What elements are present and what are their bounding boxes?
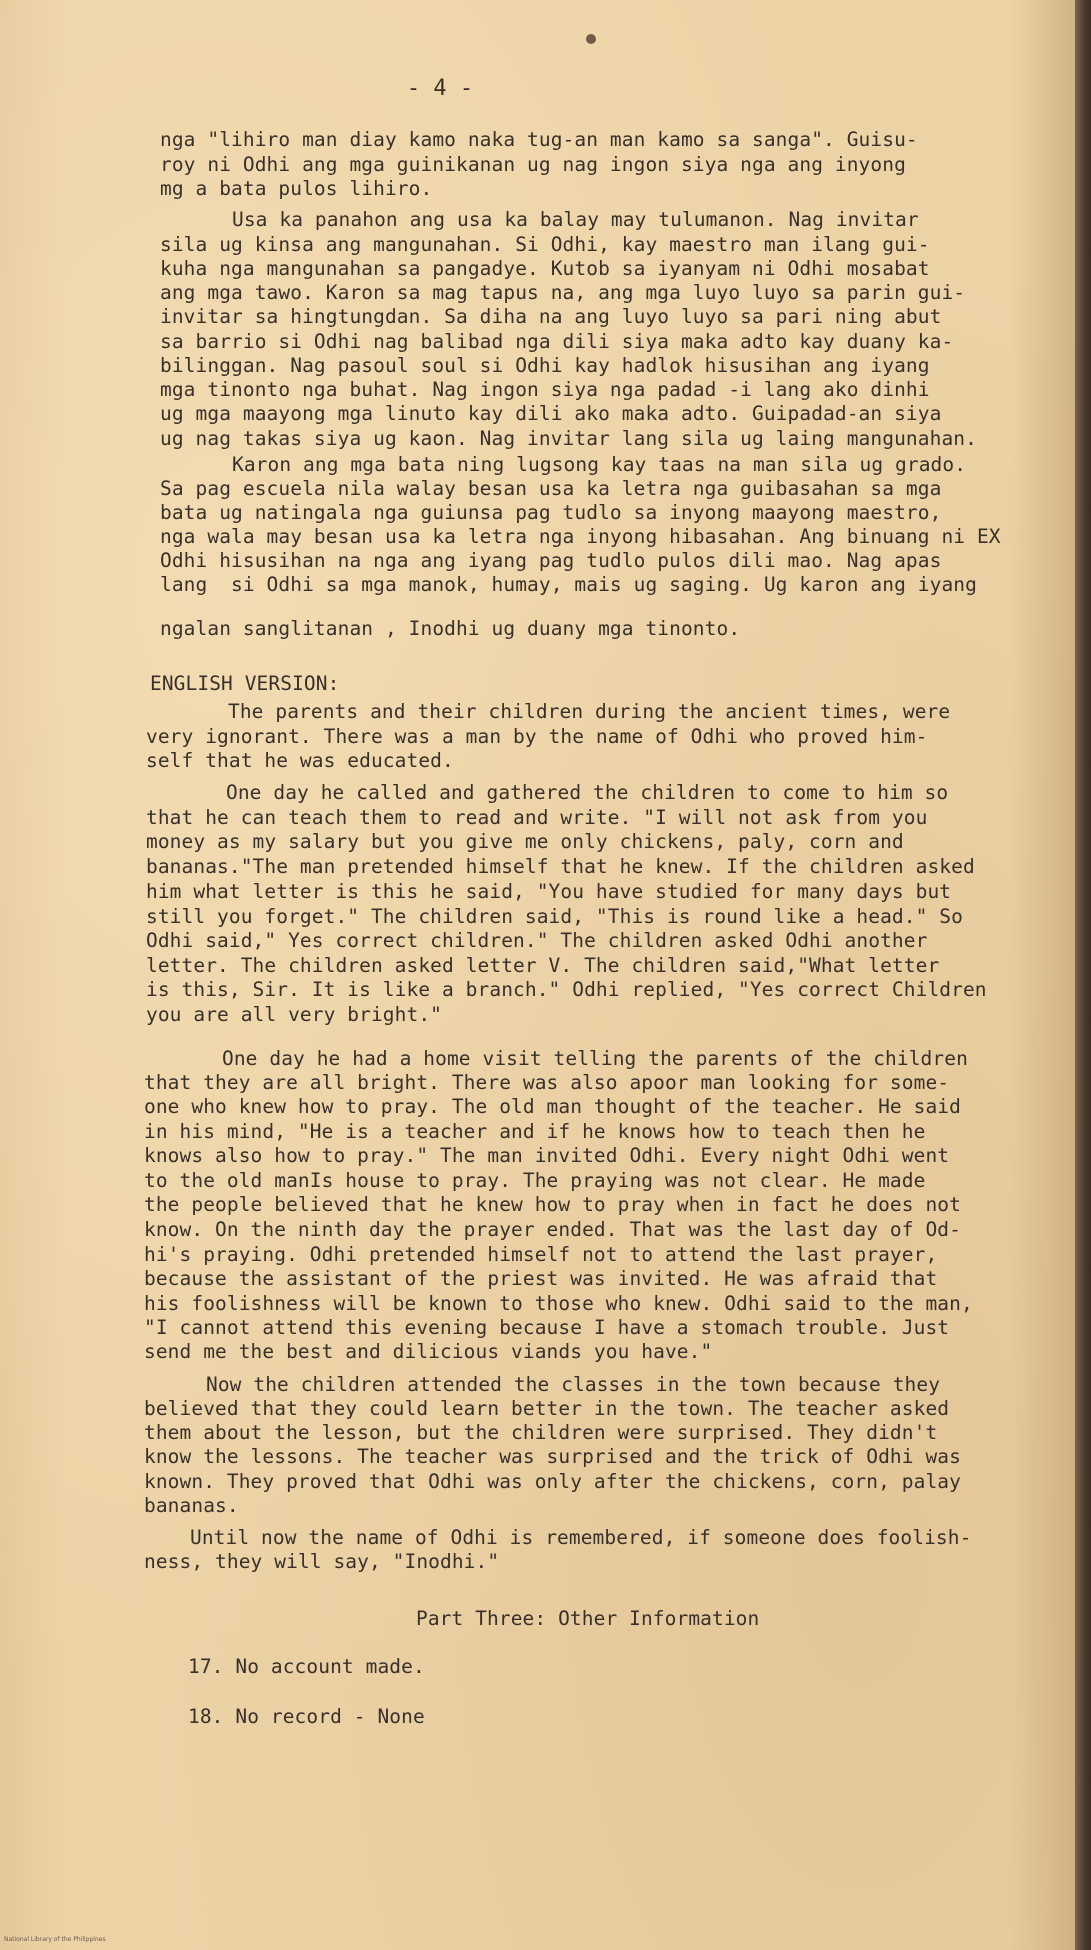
english-line: very ignorant. There was a man by the name of Odhi who proved him- bbox=[146, 725, 928, 748]
english-line: his foolishness will be known to those who knew. Odhi said to the man, bbox=[144, 1292, 973, 1315]
english-line: know the lessons. The teacher was surprised and the trick of Odhi was bbox=[144, 1445, 961, 1468]
english-line: knows also how to pray." The man invited Odhi. Every night Odhi went bbox=[144, 1144, 950, 1167]
english-line: Until now the name of Odhi is remembered, if someone does foolish- bbox=[190, 1526, 972, 1549]
english-line: one who knew how to pray. The old man thought of the teacher. He said bbox=[144, 1095, 961, 1118]
visayan-line: mga tinonto nga buhat. Nag ingon siya nga padad -i lang ako dinhi bbox=[160, 378, 930, 401]
visayan-line: bilinggan. Nag pasoul soul si Odhi kay hadlok hisusihan ang iyang bbox=[160, 354, 930, 377]
visayan-line: sa barrio si Odhi nag balibad nga dili siya maka adto kay duany ka- bbox=[160, 330, 954, 353]
book-spine bbox=[1075, 0, 1091, 1950]
visayan-line: Usa ka panahon ang usa ka balay may tulumanon. Nag invitar bbox=[232, 208, 919, 231]
english-line: the people believed that he knew how to pray when in fact he does not bbox=[144, 1193, 961, 1216]
visayan-line: kuha nga mangunahan sa pangadye. Kutob sa iyanyam ni Odhi mosabat bbox=[160, 257, 930, 280]
english-line: Odhi said," Yes correct children." The children asked Odhi another bbox=[146, 929, 928, 952]
visayan-line: ug nag takas siya ug kaon. Nag invitar lang sila ug laing mangunahan. bbox=[160, 427, 977, 450]
visayan-line: Odhi hisusihan na nga ang iyang pag tudlo pulos dili mao. Nag apas bbox=[160, 549, 942, 572]
english-line: "I cannot attend this evening because I have a stomach trouble. Just bbox=[144, 1316, 950, 1339]
punch-hole bbox=[586, 34, 596, 44]
english-line: to the old manIs house to pray. The praying was not clear. He made bbox=[144, 1169, 926, 1192]
visayan-line: nga wala may besan usa ka letra nga inyong hibasahan. Ang binuang ni EX bbox=[160, 525, 1001, 548]
english-line: bananas. bbox=[144, 1494, 239, 1517]
english-line: believed that they could learn better in the town. The teacher asked bbox=[144, 1397, 950, 1420]
english-line: still you forget." The children said, "This is round like a head." So bbox=[146, 905, 963, 928]
english-line: Now the children attended the classes in the town because they bbox=[206, 1373, 941, 1396]
visayan-line: Sa pag escuela nila walay besan usa ka letra nga guibasahan sa mga bbox=[160, 477, 942, 500]
visayan-line: ug mga maayong mga linuto kay dili ako maka adto. Guipadad-an siya bbox=[160, 402, 942, 425]
english-line: them about the lesson, but the children were surprised. They didn't bbox=[144, 1421, 938, 1444]
visayan-line: roy ni Odhi ang mga guinikanan ug nag ingon siya nga ang inyong bbox=[160, 153, 906, 176]
visayan-line: ang mga tawo. Karon sa mag tapus na, ang mga luyo luyo sa parin gui- bbox=[160, 281, 966, 304]
english-line: One day he called and gathered the children to come to him so bbox=[226, 781, 949, 804]
english-line: in his mind, "He is a teacher and if he knows how to teach then he bbox=[144, 1120, 926, 1143]
english-line: money as my salary but you give me only chickens, paly, corn and bbox=[146, 830, 904, 853]
english-line: him what letter is this he said, "You have studied for many days but bbox=[146, 880, 952, 903]
english-line: know. On the ninth day the prayer ended. That was the last day of Od- bbox=[144, 1218, 961, 1241]
english-version-heading: ENGLISH VERSION: bbox=[150, 672, 340, 695]
english-line: self that he was educated. bbox=[146, 749, 454, 772]
page-number: - 4 - bbox=[406, 76, 474, 101]
english-line: that he can teach them to read and write. "I will not ask from you bbox=[146, 806, 928, 829]
english-line: known. They proved that Odhi was only after the chickens, corn, palay bbox=[144, 1470, 961, 1493]
english-line: hi's praying. Odhi pretended himself not to attend the last prayer, bbox=[144, 1243, 938, 1266]
part-three-item: 17. No account made. bbox=[188, 1655, 425, 1678]
visayan-line: sila ug kinsa ang mangunahan. Si Odhi, kay maestro man ilang gui- bbox=[160, 233, 930, 256]
english-line: One day he had a home visit telling the parents of the children bbox=[222, 1047, 968, 1070]
visayan-line: bata ug natingala nga guiunsa pag tudlo sa inyong maayong maestro, bbox=[160, 501, 942, 524]
english-line: bananas."The man pretended himself that he knew. If the children asked bbox=[146, 855, 975, 878]
english-line: because the assistant of the priest was invited. He was afraid that bbox=[144, 1267, 938, 1290]
part-three-heading: Part Three: Other Information bbox=[416, 1607, 760, 1630]
english-line: letter. The children asked letter V. The children said,"What letter bbox=[146, 954, 940, 977]
english-line: send me the best and dilicious viands you have." bbox=[144, 1340, 713, 1363]
visayan-line: lang si Odhi sa mga manok, humay, mais ug saging. Ug karon ang iyang bbox=[160, 573, 977, 596]
visayan-line: nga "lihiro man diay kamo naka tug-an man kamo sa sanga". Guisu- bbox=[160, 128, 918, 151]
footer-attribution: National Library of the Philippines bbox=[4, 1936, 106, 1943]
english-line: ness, they will say, "Inodhi." bbox=[144, 1550, 500, 1573]
visayan-line: Karon ang mga bata ning lugsong kay taas na man sila ug grado. bbox=[232, 453, 967, 476]
english-line: The parents and their children during the ancient times, were bbox=[228, 700, 951, 723]
visayan-line: ngalan sanglitanan , Inodhi ug duany mga tinonto. bbox=[160, 617, 741, 640]
visayan-line: invitar sa hingtungdan. Sa diha na ang luyo luyo sa pari ning abut bbox=[160, 305, 942, 328]
visayan-line: mg a bata pulos lihiro. bbox=[160, 177, 433, 200]
part-three-item: 18. No record - None bbox=[188, 1705, 425, 1728]
english-line: you are all very bright." bbox=[146, 1003, 442, 1026]
english-line: is this, Sir. It is like a branch." Odhi replied, "Yes correct Children bbox=[146, 978, 987, 1001]
english-line: that they are all bright. There was also apoor man looking for some- bbox=[144, 1071, 950, 1094]
